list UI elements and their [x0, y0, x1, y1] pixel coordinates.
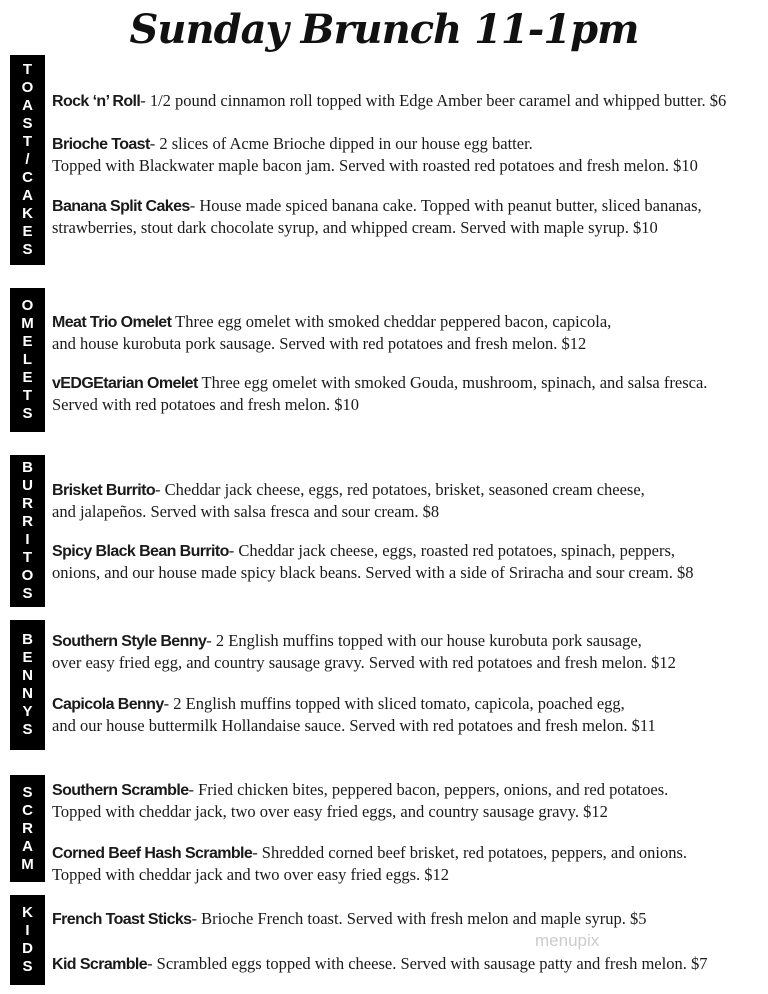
menu-item-line — [52, 562, 764, 583]
section-bar-omelets — [10, 288, 45, 432]
section-bar-burritos — [10, 455, 45, 607]
menu-item-line — [52, 155, 764, 176]
menu-item-description: - Fried chicken bites, peppered bacon, peppers, onions, and red potatoes. — [188, 780, 669, 799]
section-label: OMELETS — [19, 297, 36, 423]
menu-item-line — [52, 217, 764, 238]
menu-item-line — [52, 630, 764, 652]
menu-item-line — [52, 715, 764, 736]
menu-item-description: - 2 English muffins topped with our house kurobuta pork sausage, — [206, 631, 642, 650]
menu-item-line — [52, 195, 764, 217]
menu-item-name: Southern Scramble — [52, 782, 189, 799]
menu-item-line — [52, 864, 764, 885]
menu-item-line — [52, 133, 764, 155]
menu-item-line — [52, 333, 764, 354]
watermark: menupix — [535, 931, 600, 950]
menu-item-name: Banana Split Cakes — [52, 198, 190, 215]
menu-item-line — [52, 801, 764, 822]
menu-item-name: Southern Style Benny — [52, 633, 207, 650]
menu-item-description: Topped with cheddar jack and two over easy fried eggs. $12 — [52, 865, 450, 884]
menu-item-name: Brisket Burrito — [52, 482, 156, 499]
menu-item — [52, 953, 764, 975]
menu-item — [52, 779, 764, 822]
menu-item-description: and jalapeños. Served with salsa fresca and sour cream. $8 — [52, 502, 440, 521]
section-label: KIDS — [19, 904, 36, 976]
menu-item-description: and house kurobuta pork sausage. Served with red potatoes and fresh melon. $12 — [52, 334, 587, 353]
menu-item-line — [52, 652, 764, 673]
menu-item-line — [52, 842, 764, 864]
menu-item-name: Brioche Toast — [52, 136, 150, 153]
menu-item-description: - Cheddar jack cheese, eggs, roasted red potatoes, spinach, peppers, — [228, 541, 676, 560]
menu-item — [52, 311, 764, 354]
menu-item-description: and our house buttermilk Hollandaise sauce. Served with red potatoes and fresh melon. $11 — [52, 716, 656, 735]
menu-item — [52, 540, 764, 583]
menu-item-description: over easy fried egg, and country sausage gravy. Served with red potatoes and fresh melon. $12 — [52, 653, 676, 672]
menu-item — [52, 693, 764, 736]
menu-item-name: Rock ‘n’ Roll — [52, 93, 141, 110]
menu-item-name: Kid Scramble — [52, 956, 148, 973]
menu-item-description: - 1/2 pound cinnamon roll topped with Edge Amber beer caramel and whipped butter. $6 — [140, 91, 727, 110]
menu-item-description: - Brioche French toast. Served with fresh melon and maple syrup. $5 — [191, 909, 647, 928]
section-bar-toast-cakes — [10, 55, 45, 265]
menu-item-line — [52, 693, 764, 715]
section-label: SCRAM — [19, 783, 36, 874]
section-label: TOAST/CAKES — [19, 61, 36, 259]
menu-item-description: - Cheddar jack cheese, eggs, red potatoes, brisket, seasoned cream cheese, — [155, 480, 645, 499]
menu-item-name: Meat Trio Omelet — [52, 314, 172, 331]
menu-item-line — [52, 372, 764, 394]
menu-item-description: Three egg omelet with smoked cheddar peppered bacon, capicola, — [171, 312, 612, 331]
menu-item-line — [52, 479, 764, 501]
menu-item-name: Corned Beef Hash Scramble — [52, 845, 253, 862]
menu-item-description: - 2 slices of Acme Brioche dipped in our house egg batter. — [149, 134, 533, 153]
menu-item — [52, 479, 764, 522]
menu-item-line — [52, 90, 764, 112]
menu-item-name: vEDGEtarian Omelet — [52, 375, 198, 392]
menu-item-description: onions, and our house made spicy black beans. Served with a side of Sriracha and sour cream. $8 — [52, 563, 694, 582]
menu-item — [52, 630, 764, 673]
menu-item-name: French Toast Sticks — [52, 911, 192, 928]
menu-item — [52, 195, 764, 238]
menu-title: Sunday Brunch 11-1pm — [129, 6, 639, 53]
menu-item-description: - 2 English muffins topped with sliced tomato, capicola, poached egg, — [163, 694, 625, 713]
menu-item — [52, 908, 764, 930]
menu-item-name: Capicola Benny — [52, 696, 164, 713]
menu-item-line — [52, 311, 764, 333]
menu-item-description: - Shredded corned beef brisket, red potatoes, peppers, and onions. — [252, 843, 688, 862]
section-label: BENNYS — [19, 631, 36, 739]
menu-item-description: Served with red potatoes and fresh melon. $10 — [52, 395, 360, 414]
menu-item-description: Three egg omelet with smoked Gouda, mushroom, spinach, and salsa fresca. — [197, 373, 708, 392]
menu-item-line — [52, 779, 764, 801]
menu-item-description: Topped with cheddar jack, two over easy fried eggs, and country sausage gravy. $12 — [52, 802, 608, 821]
menu-item — [52, 133, 764, 176]
menu-item-line — [52, 540, 764, 562]
section-bar-kids — [10, 895, 45, 985]
menu-item-description: - House made spiced banana cake. Topped with peanut butter, sliced bananas, — [189, 196, 702, 215]
menu-item — [52, 842, 764, 885]
menu-item-name: Spicy Black Bean Burrito — [52, 543, 229, 560]
menu-item-description: - Scrambled eggs topped with cheese. Served with sausage patty and fresh melon. $7 — [147, 954, 708, 973]
menu-item-line — [52, 908, 764, 930]
menu-item-line — [52, 953, 764, 975]
section-bar-scram — [10, 775, 45, 882]
menu-item-description: Topped with Blackwater maple bacon jam. Served with roasted red potatoes and fresh melon. $10 — [52, 156, 698, 175]
section-label: BURRITOS — [19, 459, 36, 603]
menu-item — [52, 90, 764, 112]
menu-item — [52, 372, 764, 415]
menu-item-description: strawberries, stout dark chocolate syrup, and whipped cream. Served with maple syrup. $10 — [52, 218, 658, 237]
menu-item-line — [52, 501, 764, 522]
section-bar-bennys — [10, 620, 45, 750]
menu-item-line — [52, 394, 764, 415]
